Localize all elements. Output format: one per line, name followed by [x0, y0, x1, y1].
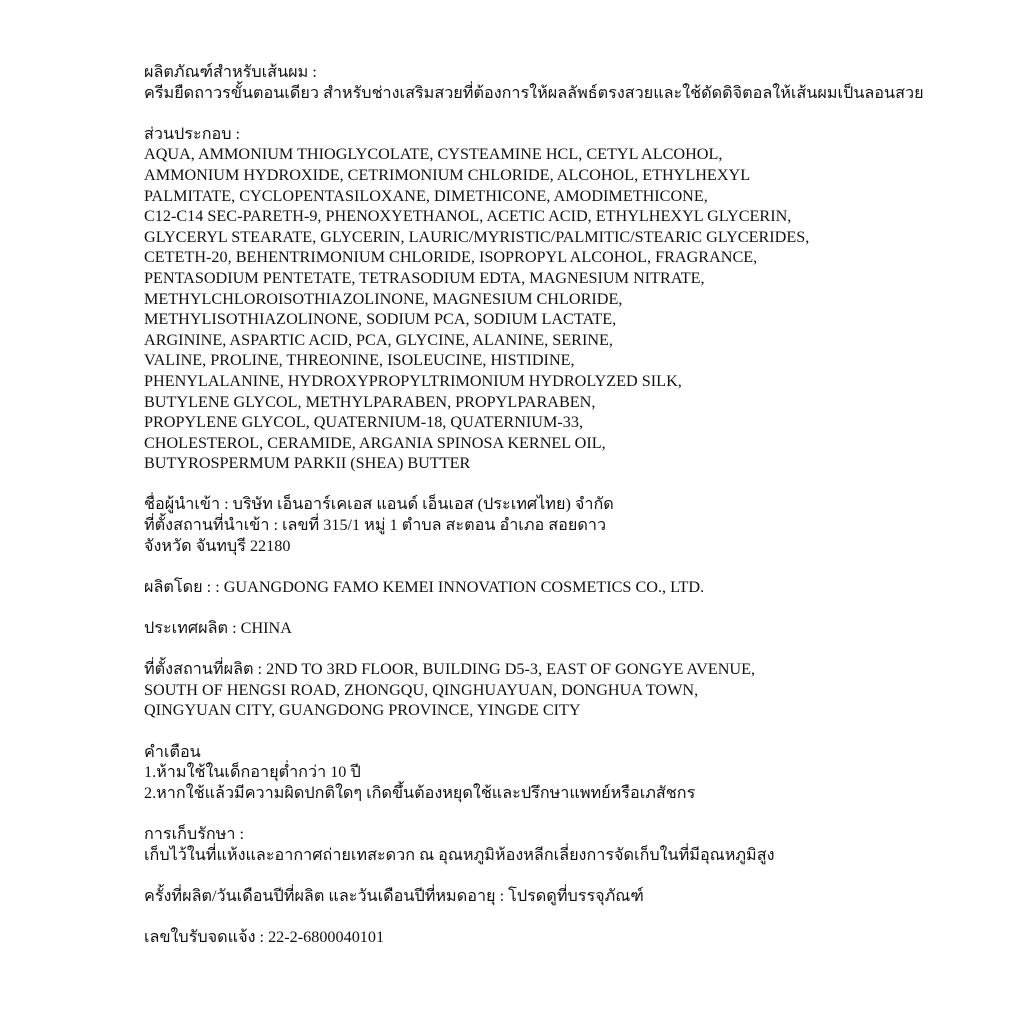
warnings-label: คำเตือน	[144, 742, 201, 761]
ingredients-line: C12-C14 SEC-PARETH-9, PHENOXYETHANOL, ACETIC ACID, ETHYLHEXYL GLYCERIN,	[144, 207, 792, 226]
factory-address-line: ที่ตั้งสถานที่ผลิต : 2ND TO 3RD FLOOR, BUILDING D5-3, EAST OF GONGYE AVENUE,	[144, 660, 756, 679]
ingredients-line: PALMITATE, CYCLOPENTASILOXANE, DIMETHICONE, AMODIMETHICONE,	[144, 186, 708, 205]
storage-label: การเก็บรักษา :	[144, 824, 244, 843]
country-section	[144, 618, 1004, 639]
ingredients-line: AMMONIUM HYDROXIDE, CETRIMONIUM CHLORIDE, ALCOHOL, ETHYLHEXYL	[144, 165, 751, 184]
label-document	[144, 62, 1004, 968]
ingredients-line: BUTYLENE GLYCOL, METHYLPARABEN, PROPYLPARABEN,	[144, 392, 596, 411]
ingredients-line: BUTYROSPERMUM PARKII (SHEA) BUTTER	[144, 454, 471, 473]
ingredients-section	[144, 124, 1004, 474]
ingredients-line: GLYCERYL STEARATE, GLYCERIN, LAURIC/MYRISTIC/PALMITIC/STEARIC GLYCERIDES,	[144, 227, 810, 246]
storage-text: เก็บไว้ในที่แห้งและอากาศถ่ายเทสะดวก ณ อุณหภูมิห้องหลีกเลี่ยงการจัดเก็บในที่มีอุณหภูมิสูง	[144, 845, 775, 864]
ingredients-label: ส่วนประกอบ :	[144, 124, 241, 143]
importer-name: ชื่อผู้นำเข้า : บริษัท เอ็นอาร์เคเอส แอนด์ เอ็นเอส (ประเทศไทย) จำกัด	[144, 495, 614, 514]
ingredients-line: CHOLESTEROL, CERAMIDE, ARGANIA SPINOSA KERNEL OIL,	[144, 433, 606, 452]
notification-number: เลขใบรับจดแจ้ง : 22-2-6800040101	[144, 927, 385, 946]
ingredients-line: METHYLCHLOROISOTHIAZOLINONE, MAGNESIUM CHLORIDE,	[144, 289, 623, 308]
factory-address-section	[144, 659, 1004, 721]
dates-text: ครั้งที่ผลิต/วันเดือนปีที่ผลิต และวันเดือนปีที่หมดอายุ : โปรดดูที่บรรจุภัณฑ์	[144, 886, 644, 905]
manufacturer-section	[144, 577, 1004, 598]
ingredients-line: VALINE, PROLINE, THREONINE, ISOLEUCINE, HISTIDINE,	[144, 351, 575, 370]
ingredients-line: METHYLISOTHIAZOLINONE, SODIUM PCA, SODIUM LACTATE,	[144, 310, 617, 329]
ingredients-line: ARGININE, ASPARTIC ACID, PCA, GLYCINE, ALANINE, SERINE,	[144, 330, 613, 349]
product-for-text: ครีมยืดถาวรขั้นตอนเดียว สำหรับช่างเสริมสวยที่ต้องการให้ผลลัพธ์ตรงสวยและใช้ดัดดิจิตอลให้เส้นผมเป็นลอนสวย	[144, 83, 924, 102]
ingredients-line: CETETH-20, BEHENTRIMONIUM CHLORIDE, ISOPROPYL ALCOHOL, FRAGRANCE,	[144, 248, 758, 267]
product-for-label: ผลิตภัณฑ์สำหรับเส้นผม :	[144, 63, 317, 81]
country-text: ประเทศผลิต : CHINA	[144, 619, 292, 638]
warnings-section	[144, 742, 1004, 804]
factory-address-line: SOUTH OF HENGSI ROAD, ZHONGQU, QINGHUAYUAN, DONGHUA TOWN,	[144, 680, 699, 699]
storage-section	[144, 824, 1004, 865]
ingredients-line: PROPYLENE GLYCOL, QUATERNIUM-18, QUATERNIUM-33,	[144, 413, 584, 432]
factory-address-line: QINGYUAN CITY, GUANGDONG PROVINCE, YINGDE CITY	[144, 701, 581, 720]
manufacturer-text: ผลิตโดย : : GUANGDONG FAMO KEMEI INNOVATION COSMETICS CO., LTD.	[144, 577, 705, 596]
notification-section	[144, 927, 1004, 948]
ingredients-line: PHENYLALANINE, HYDROXYPROPYLTRIMONIUM HYDROLYZED SILK,	[144, 371, 682, 390]
product-for-section	[144, 62, 1004, 103]
warning-item: 1.ห้ามใช้ในเด็กอายุต่ำกว่า 10 ปี	[144, 763, 361, 782]
ingredients-line: AQUA, AMMONIUM THIOGLYCOLATE, CYSTEAMINE HCL, CETYL ALCOHOL,	[144, 145, 723, 164]
importer-address: ที่ตั้งสถานที่นำเข้า : เลขที่ 315/1 หมู่ 1 ตำบล สะตอน อำเภอ สอยดาว	[144, 516, 607, 535]
importer-section	[144, 494, 1004, 556]
ingredients-line: PENTASODIUM PENTETATE, TETRASODIUM EDTA, MAGNESIUM NITRATE,	[144, 268, 705, 287]
dates-section	[144, 886, 1004, 907]
warning-item: 2.หากใช้แล้วมีความผิดปกติใดๆ เกิดขึ้นต้องหยุดใช้และปรึกษาแพทย์หรือเภสัชกร	[144, 783, 696, 802]
importer-province: จังหวัด จันทบุรี 22180	[144, 536, 291, 555]
